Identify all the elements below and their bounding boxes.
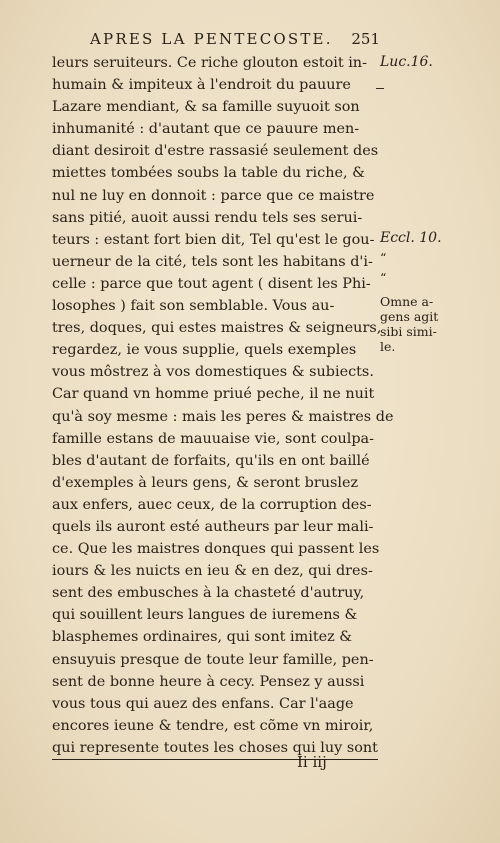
text-line: inhumanité : d'autant que ce pauure men-	[52, 121, 360, 138]
text-line: miettes tombées soubs la table du riche, &	[52, 165, 365, 182]
text-line-last	[52, 737, 376, 759]
text-line: blasphemes ordinaires, qui sont imitez &	[52, 629, 353, 646]
latin-note-line: le.	[380, 339, 396, 354]
text-line: d'exemples à leurs gens, & seront bruslez	[52, 474, 359, 491]
margin-dash	[376, 88, 384, 89]
margin-quote-mark-2: “	[380, 270, 387, 285]
latin-note-line: Omne a-	[380, 294, 434, 309]
text-line: nul ne luy en donnoit : parce que ce maistre	[52, 187, 375, 204]
margin-note-eccl	[380, 230, 480, 246]
text-line: sent de bonne heure à cecy. Pensez y aussi	[52, 673, 365, 690]
text-line: celle : parce que tout agent ( disent les Phi-	[52, 275, 371, 292]
text-line: aux enfers, auec ceux, de la corruption des-	[52, 496, 372, 513]
page-number: 251	[351, 30, 380, 48]
running-title: APRES LA PENTECOSTE.	[90, 30, 333, 48]
latin-note-line: gens agit	[380, 309, 439, 324]
latin-note-line: sibi simi-	[380, 324, 437, 339]
main-text-block	[52, 52, 394, 759]
text-line: ce. Que les maistres donques qui passent les	[52, 541, 380, 558]
text-line: bles d'autant de forfaits, qu'ils en ont baillé	[52, 452, 370, 469]
page-header	[90, 30, 380, 52]
margin-reference-eccl: Eccl. 10.	[380, 230, 442, 246]
text-line: Lazare mendiant, & sa famille suyuoit son	[52, 99, 360, 116]
text-line: qu'à soy mesme : mais les peres & maistres de	[52, 408, 394, 425]
text-line: teurs : estant fort bien dit, Tel qu'est le gou-	[52, 231, 375, 248]
signature-mark: Ii iij	[297, 753, 327, 771]
margin-note-luke	[380, 54, 480, 70]
text-line: famille estans de mauuaise vie, sont coulpa-	[52, 430, 374, 447]
text-line: encores ieune & tendre, est cõme vn miroir,	[52, 717, 374, 734]
last-line-text: qui represente toutes les choses qui luy sont	[52, 737, 378, 760]
text-line: Car quand vn homme priué peche, il ne nuit	[52, 386, 375, 403]
text-line: humain & impiteux à l'endroit du pauure	[52, 77, 351, 94]
text-line: losophes ) fait son semblable. Vous au-	[52, 298, 335, 315]
text-line: vous môstrez à vos domestiques & subiects.	[52, 364, 374, 381]
text-line: qui souillent leurs langues de iuremens &	[52, 607, 358, 624]
text-line: sent des embusches à la chasteté d'autruy,	[52, 585, 365, 602]
margin-quote-mark-1: “	[380, 250, 387, 265]
text-line: iours & les nuicts en ieu & en dez, qui dres-	[52, 563, 373, 580]
text-line: uerneur de la cité, tels sont les habitans d'i-	[52, 253, 373, 270]
text-line: tres, doques, qui estes maistres & seigneurs,	[52, 320, 382, 337]
text-line: vous tous qui auez des enfans. Car l'aage	[52, 695, 354, 712]
text-line: ensuyuis presque de toute leur famille, pen-	[52, 651, 374, 668]
text-line: regardez, ie vous supplie, quels exemples	[52, 342, 357, 359]
margin-reference-luke: Luc.16.	[380, 54, 433, 70]
text-line: diant desiroit d'estre rassasié seulement des	[52, 143, 379, 160]
margin-latin-note	[380, 294, 480, 354]
text-line: quels ils auront esté autheurs par leur mali-	[52, 518, 374, 535]
text-line: leurs seruiteurs. Ce riche glouton estoit in-	[52, 55, 367, 71]
text-line: sans pitié, auoit aussi rendu tels ses serui-	[52, 209, 363, 226]
